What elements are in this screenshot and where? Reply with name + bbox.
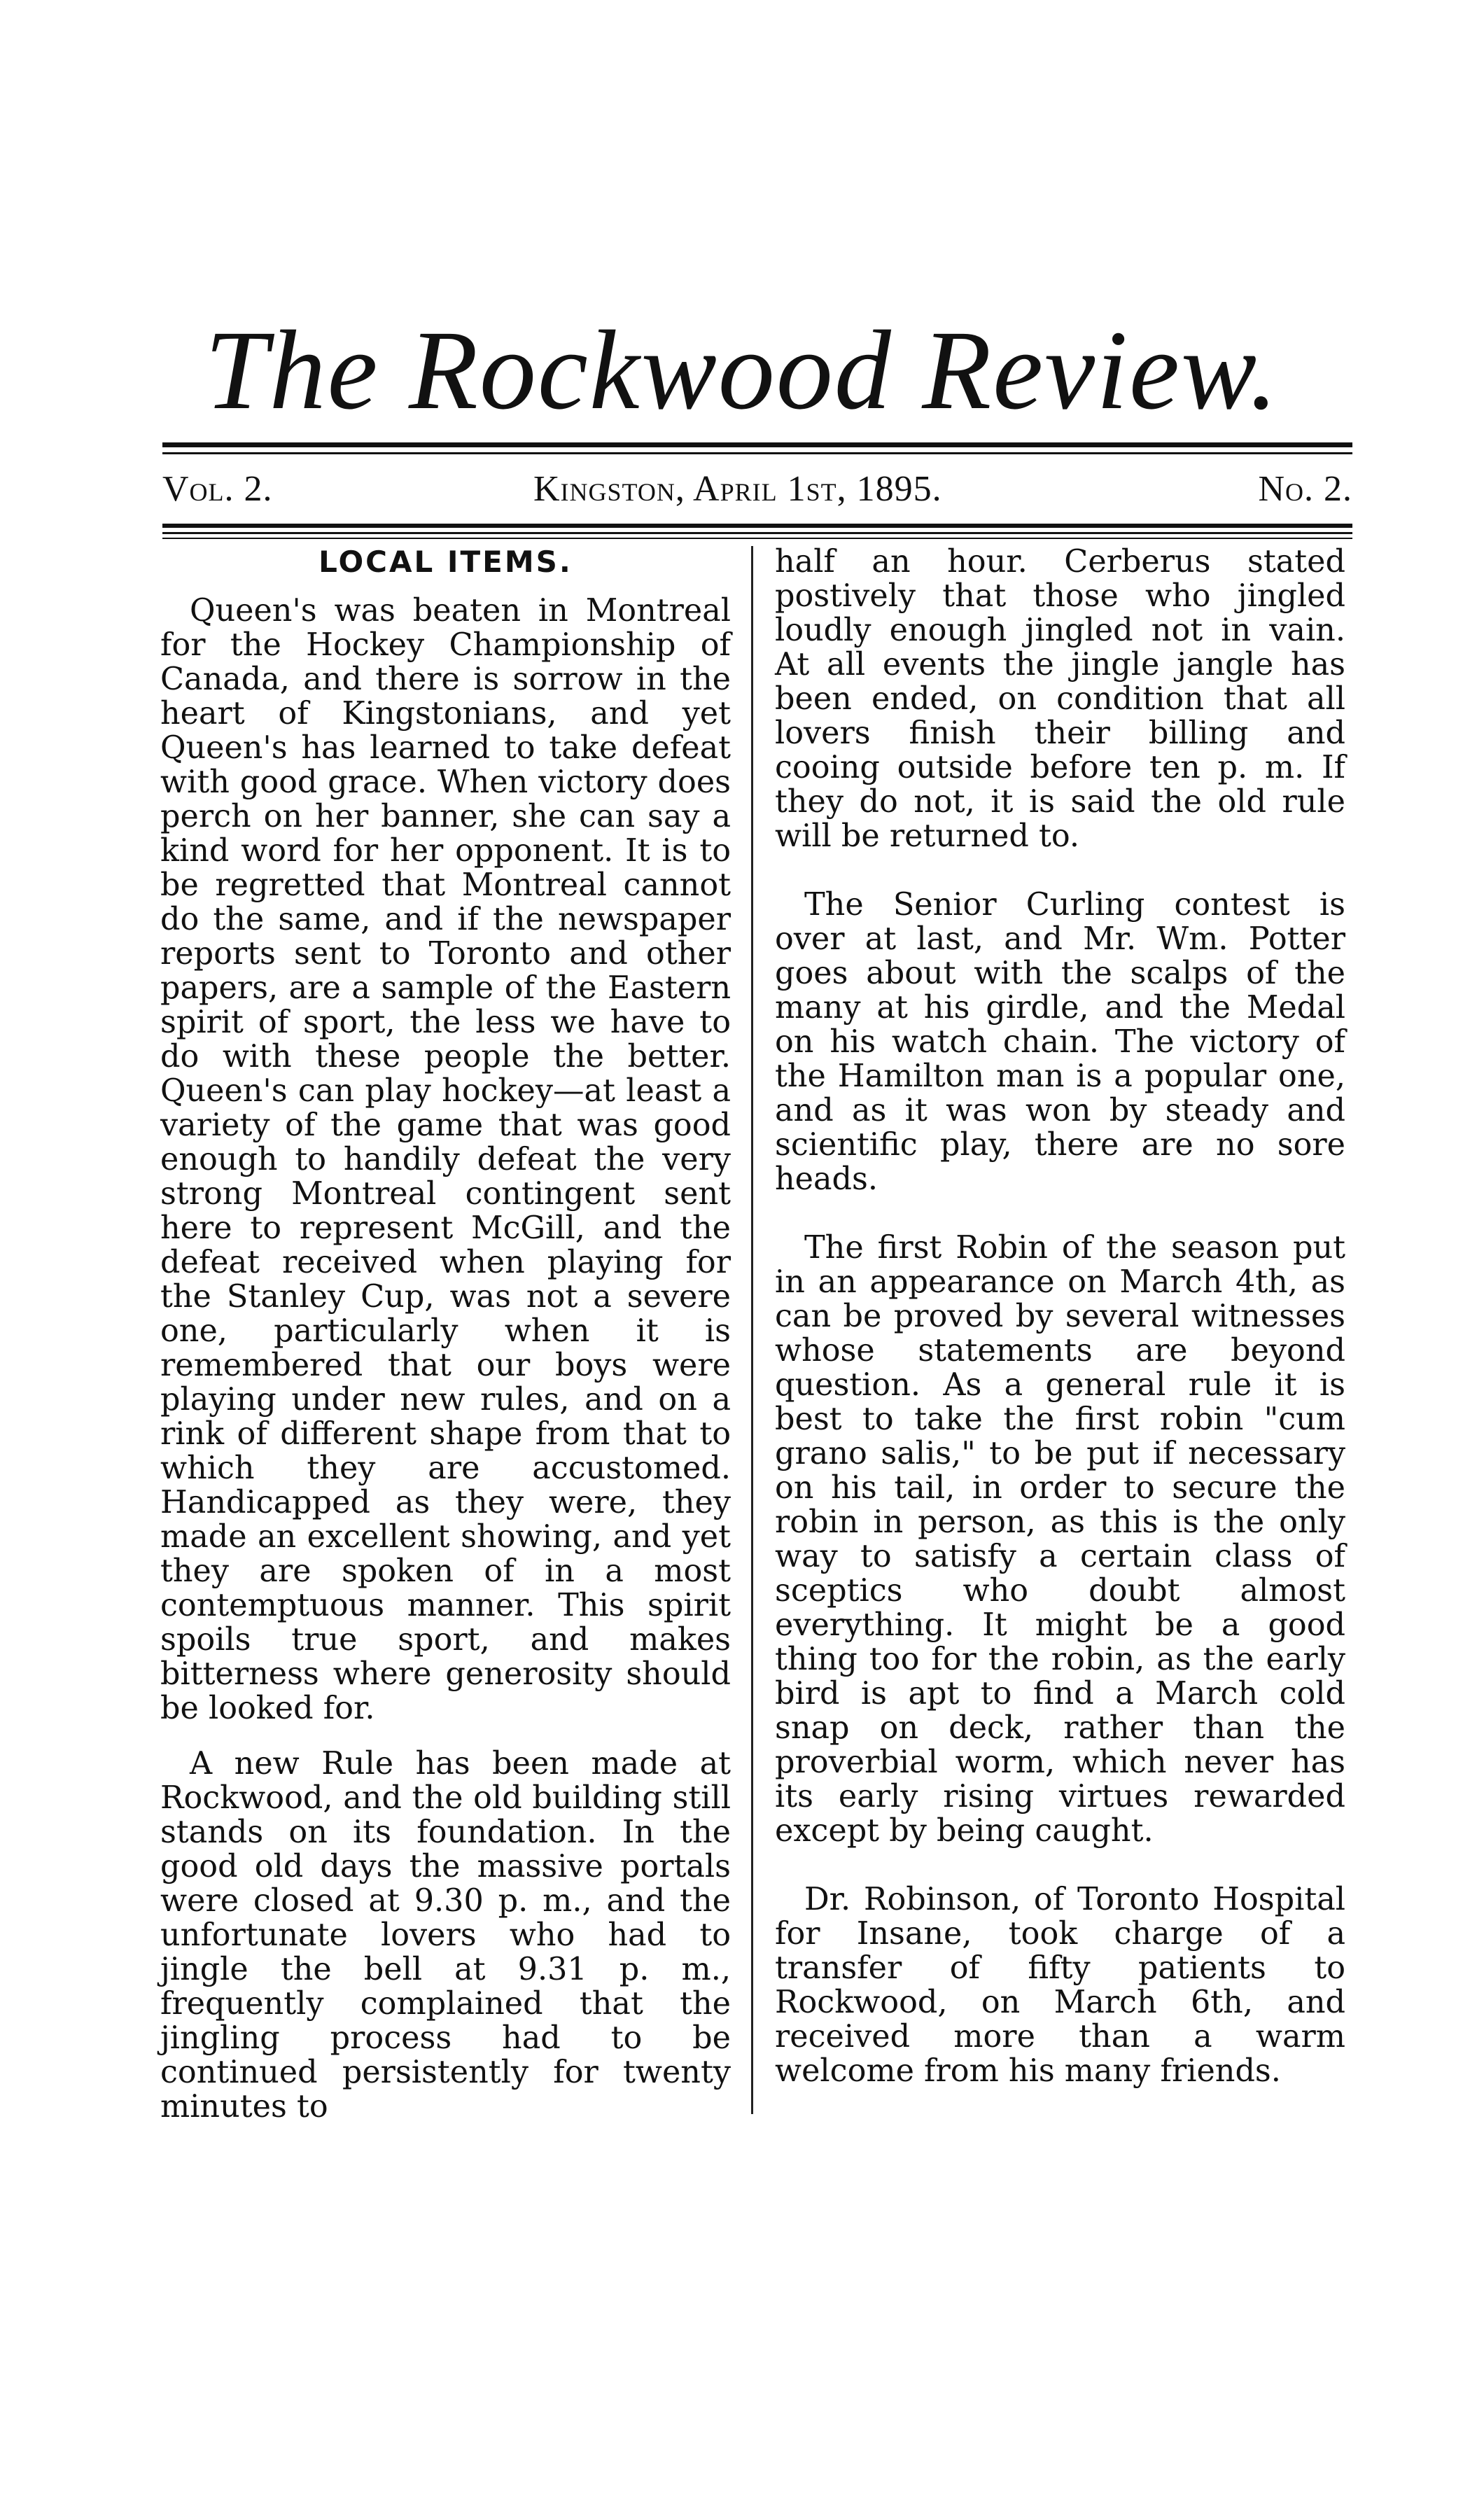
right-column [775, 545, 1345, 2088]
paragraph-hockey: Queen's was beaten in Montreal for the Hockey Championship of Canada, and there is sorrow in the heart of Kingstonians, and yet Queen's has learned to take defeat with good grace. When victory does perch on her banner, she can say a kind word for her opponent. It is to be regretted that Montreal cannot do the same, and if the newspaper reports sent to Toronto and other papers, are a sample of the Eastern spirit of sport, the less we have to do with these people the better. Queen's can play hockey—at least a variety of the game that was good enough to handily defeat the very strong Montreal contingent sent here to represent McGill, and the defeat received when playing for the Stanley Cup, was not a severe one, particularly when it is remembered that our boys were playing under new rules, and on a rink of different shape from that to which they are accustomed. Handicapped as they were, they made an excellent showing, and yet they are spoken of in a most contemptuous manner. This spirit spoils true sport, and makes bitterness where generosity should be looked for. [160, 593, 731, 1726]
left-column [160, 545, 731, 2124]
paragraph-new-rule-continued: half an hour. Cerberus stated postively that those who jingled loudly enough jingled not in vain. At all events the jingle jangle has been ended, on condition that all lovers finish their billing and cooing outside before ten p. m. If they do not, it is said the old rule will be returned to. [775, 544, 1345, 854]
volume-label: Vol. 2. [162, 469, 273, 509]
paragraph-robin: The first Robin of the season put in an appearance on March 4th, as can be proved by several witnesses whose statements are beyond question. As a general rule it is best to take the first robin "cum grano salis," to be put if necessary on his tail, in order to secure the robin in person, as this is the only way to satisfy a certain class of sceptics who doubt almost everything. It might be a good thing too for the robin, as the early bird is apt to find a March cold snap on deck, rather than the proverbial worm, which never has its early rising virtues rewarded except by being caught. [775, 1230, 1345, 1849]
paragraph-curling: The Senior Curling contest is over at last, and Mr. Wm. Potter goes about with the scalps of the many at his girdle, and the Medal on his watch chain. The victory of the Hamilton man is a popular one, and as it was won by steady and scientific play, there are no sore heads. [775, 887, 1345, 1197]
issue-number-label: No. 2. [1258, 469, 1352, 509]
dateline-rule-bottom-hair [162, 538, 1352, 539]
section-heading: LOCAL ITEMS. [318, 545, 573, 579]
paragraph-dr-robinson: Dr. Robinson, of Toronto Hospital for Insane, took charge of a transfer of fifty patients to Rockwood, on March 6th, and received more than a warm welcome from his many friends. [775, 1882, 1345, 2089]
paragraph-new-rule: A new Rule has been made at Rockwood, and the old building still stands on its foundation. In the good old days the massive portals were closed at 9.30 p. m., and the unfortunate lovers who had to jingle the bell at 9.31 p. m., frequently complained that the jingling process had to be continued persistently for twenty minutes to [160, 1746, 731, 2125]
masthead-rule-top [162, 442, 1352, 447]
masthead-title: The Rockwood Review. [204, 308, 1280, 433]
place-date-label: Kingston, April 1st, 1895. [533, 469, 942, 509]
dateline-rule-bottom [162, 524, 1352, 528]
column-divider [751, 546, 753, 2114]
masthead-rule-top-thin [162, 452, 1352, 454]
dateline-rule-bottom-thin [162, 532, 1352, 534]
dateline [162, 466, 1352, 512]
